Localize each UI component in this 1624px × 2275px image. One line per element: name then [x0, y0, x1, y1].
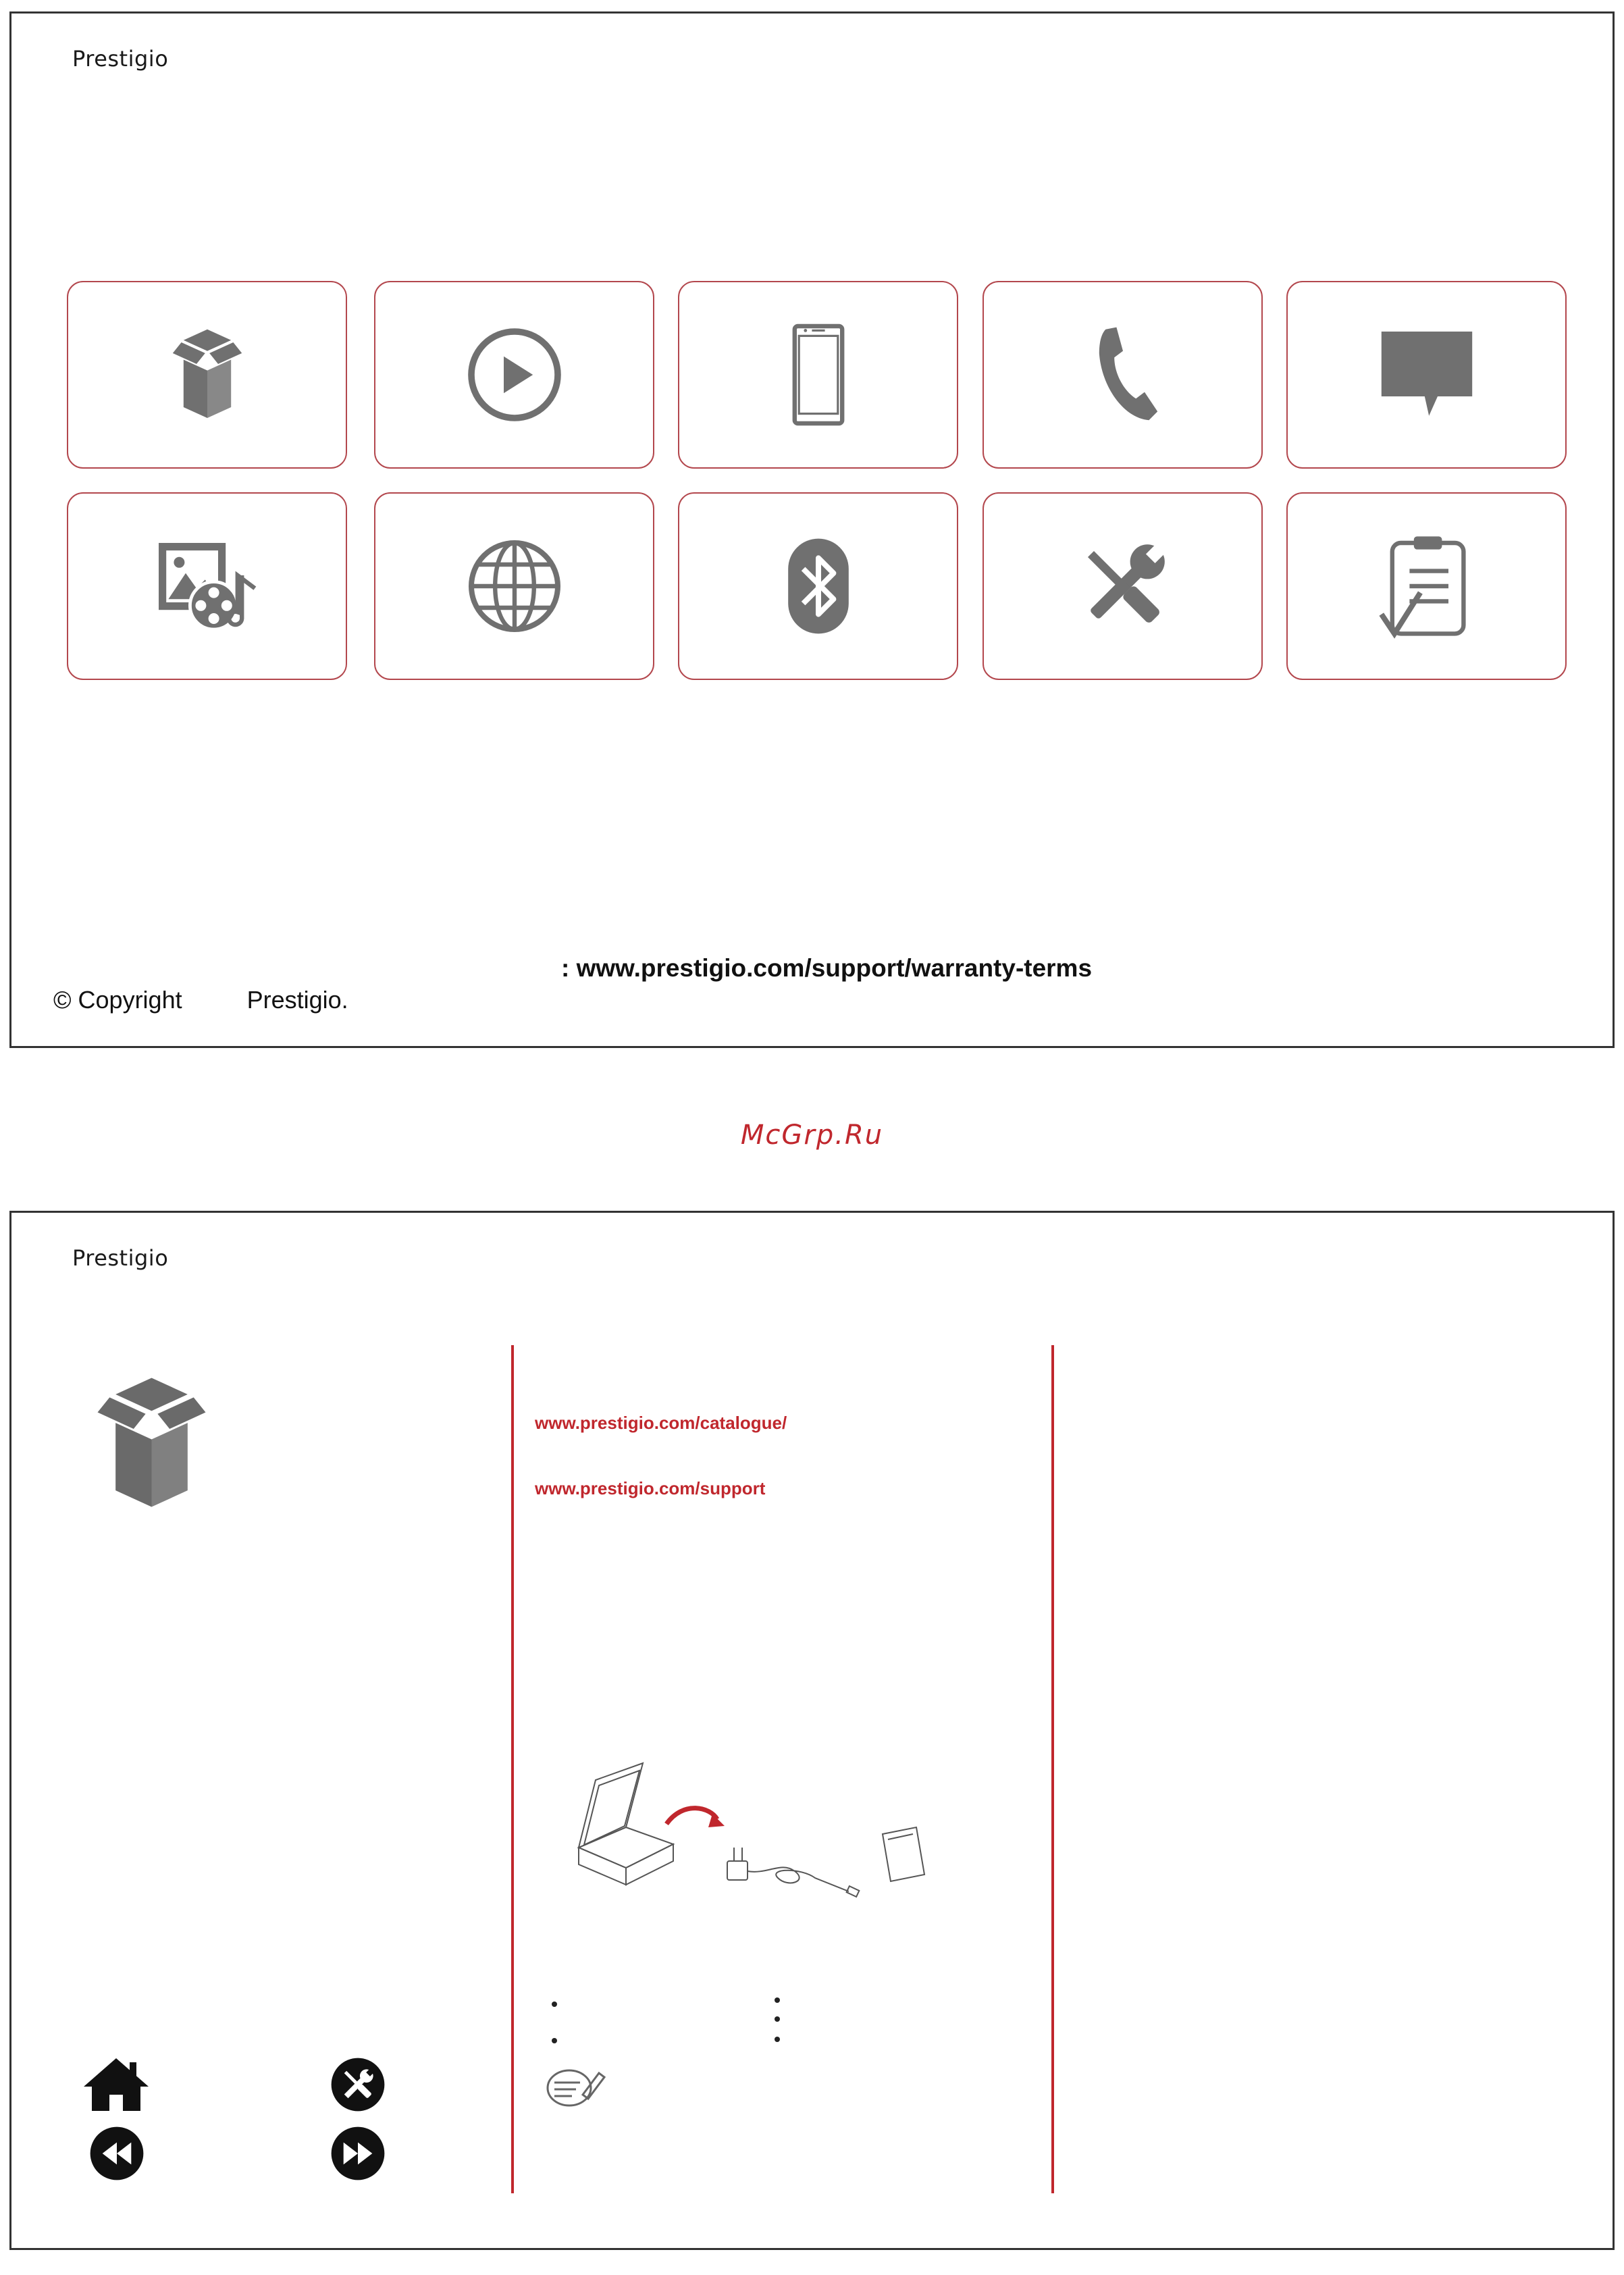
tile-smartphone[interactable]	[678, 281, 958, 469]
tile-box-contents[interactable]	[67, 281, 347, 469]
brand-logo: Prestigio	[72, 1245, 169, 1271]
smartphone-icon	[764, 321, 872, 429]
page-one	[9, 11, 1615, 1048]
warranty-terms-link[interactable]: : www.prestigio.com/support/warranty-terms	[561, 954, 1093, 982]
next-button[interactable]	[330, 2126, 386, 2181]
bluetooth-icon	[764, 532, 872, 640]
column-divider-left	[511, 1345, 514, 2193]
phone-handset-icon	[1069, 321, 1177, 429]
tile-internet[interactable]	[374, 492, 654, 680]
page-two	[9, 1211, 1615, 2250]
watermark: McGrp.Ru	[740, 1120, 884, 1151]
tile-settings[interactable]	[983, 492, 1263, 680]
column-divider-right	[1051, 1345, 1054, 2193]
play-icon	[461, 321, 569, 429]
note-icon	[545, 2064, 606, 2111]
bullet-5	[775, 2037, 780, 2042]
bullet-3	[775, 1997, 780, 2003]
tile-checklist[interactable]	[1286, 492, 1567, 680]
copyright-notice	[53, 986, 348, 1014]
home-button[interactable]	[82, 2057, 150, 2112]
bullet-1	[552, 2002, 557, 2007]
copyright-label: © Copyright	[53, 986, 182, 1014]
globe-icon	[461, 532, 569, 640]
tile-play[interactable]	[374, 281, 654, 469]
box-icon	[153, 321, 261, 429]
tile-phone-calls[interactable]	[983, 281, 1263, 469]
box-contents-icon	[76, 1375, 228, 1510]
bullet-2	[552, 2038, 557, 2043]
previous-button[interactable]	[89, 2126, 145, 2181]
catalogue-link[interactable]: www.prestigio.com/catalogue/	[535, 1413, 787, 1433]
copyright-brand: Prestigio.	[246, 986, 348, 1014]
brand-logo: Prestigio	[72, 46, 169, 72]
tools-icon	[1069, 532, 1177, 640]
bullet-4	[775, 2016, 780, 2022]
tile-messages[interactable]	[1286, 281, 1567, 469]
settings-button[interactable]	[330, 2057, 386, 2112]
tile-multimedia[interactable]	[67, 492, 347, 680]
support-link[interactable]: www.prestigio.com/support	[535, 1478, 766, 1498]
tile-bluetooth[interactable]	[678, 492, 958, 680]
message-icon	[1373, 321, 1481, 429]
clipboard-check-icon	[1373, 532, 1481, 640]
multimedia-icon	[153, 532, 261, 640]
package-contents-illustration	[565, 1760, 943, 1915]
